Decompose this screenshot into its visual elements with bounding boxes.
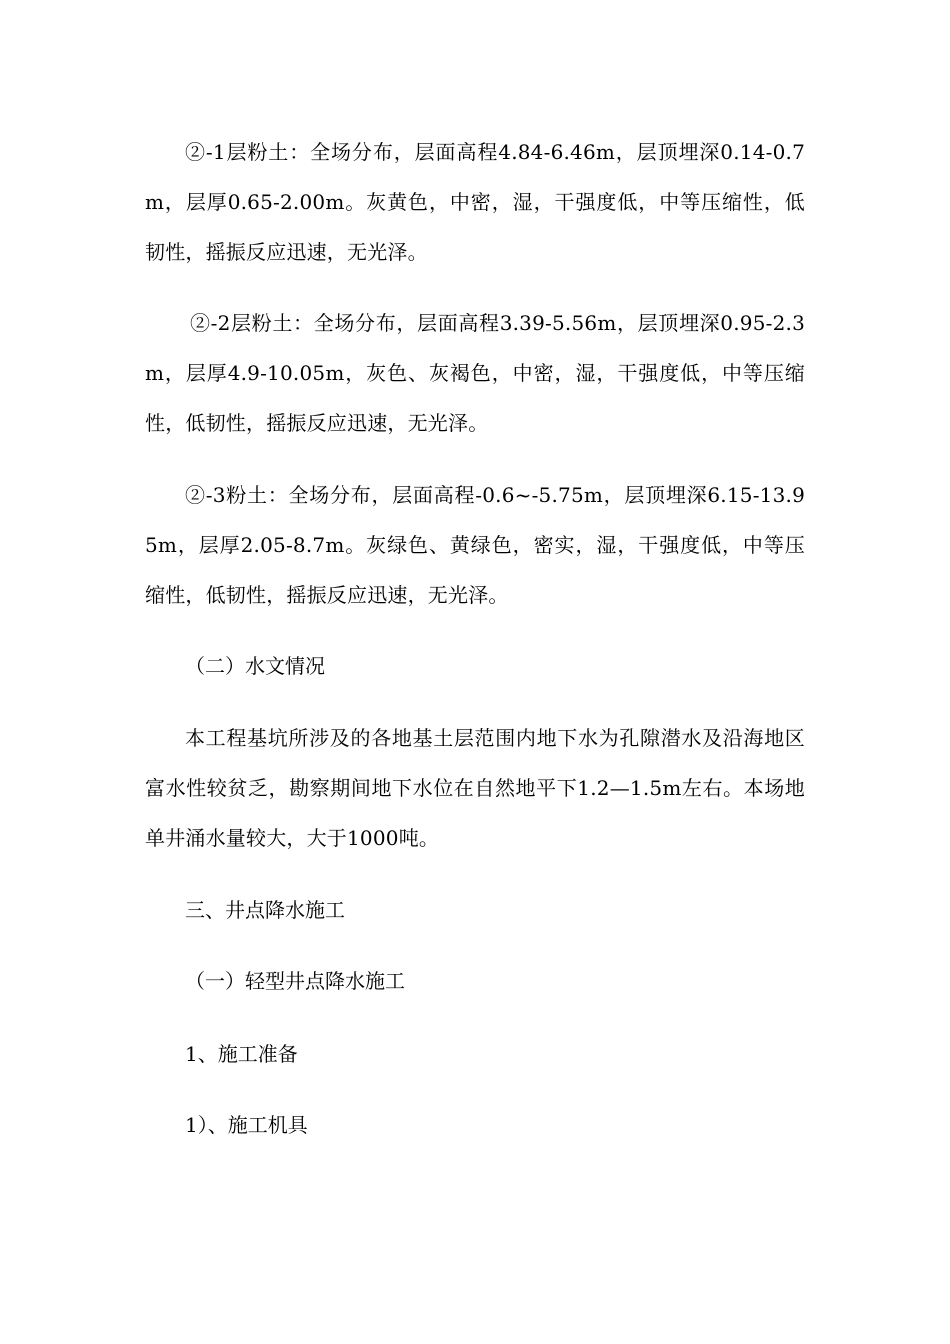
paragraph-layer-2-3: ②-3粉土：全场分布，层面高程-0.6~-5.75m，层顶埋深6.15-13.95m，层厚2.05-8.7m。灰绿色、黄绿色，密实，湿，干强度低，中等压缩性，低韧性，摇振反应迅速，无光泽。 [145,483,805,607]
paragraph-layer-2-2: ②-2层粉土：全场分布，层面高程3.39-5.56m，层顶埋深0.95-2.3m，层厚4.9-10.05m，灰色、灰褐色，中密，湿，干强度低，中等压缩性，低韧性，摇振反应迅速，无光泽。 [145,311,805,435]
paragraph-layer-2-1: ②-1层粉土：全场分布，层面高程4.84-6.46m，层顶埋深0.14-0.7m，层厚0.65-2.00m。灰黄色，中密，湿，干强度低，中等压缩性，低韧性，摇振反应迅速，无光泽。 [145,140,805,264]
heading-hydrology: （二）水文情况 [185,654,325,678]
heading-item-1: 1）、施工机具 [185,1113,308,1137]
heading-chapter-3: 三、井点降水施工 [185,898,345,922]
paragraph-hydrology: 本工程基坑所涉及的各地基土层范围内地下水为孔隙潜水及沿海地区富水性较贫乏，勘察期间地下水位在自然地平下1.2—1.5m左右。本场地单井涌水量较大，大于1000吨。 [145,726,805,850]
heading-section-1: （一）轻型井点降水施工 [185,969,405,993]
heading-subsection-1: 1、施工准备 [185,1042,298,1066]
